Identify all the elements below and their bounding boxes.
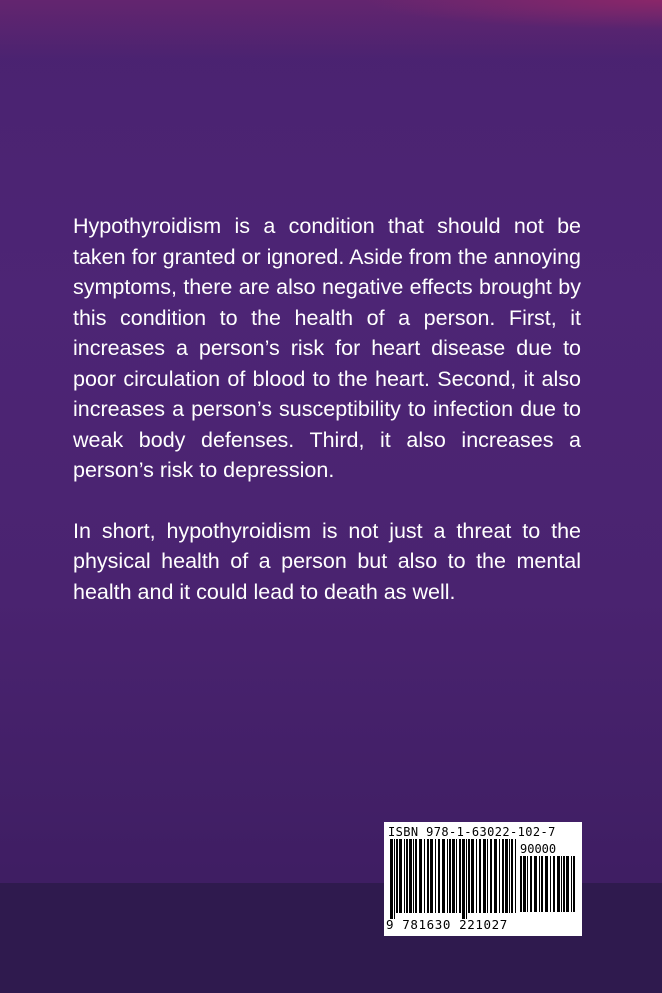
barcode-bar	[442, 839, 445, 913]
barcode-bar	[406, 839, 408, 913]
barcode-bar	[471, 839, 474, 913]
barcode-bar	[404, 839, 405, 913]
barcode-bar	[415, 839, 417, 913]
barcode-bar	[494, 839, 497, 913]
barcode-bar	[435, 839, 436, 913]
barcode-bar	[541, 856, 543, 912]
barcode-bar	[509, 839, 510, 913]
barcode-bar	[456, 839, 457, 913]
barcode-bar	[476, 839, 477, 913]
barcode-bar	[419, 839, 422, 913]
addon-barcode-bars	[520, 856, 576, 918]
barcode-bar	[530, 856, 532, 912]
barcode-bar	[545, 856, 548, 912]
barcode-bar	[452, 839, 455, 913]
barcode-bar	[487, 839, 488, 913]
barcode-bar	[566, 856, 569, 912]
barcode-bar	[557, 856, 560, 912]
barcode-bar	[409, 839, 412, 913]
blurb-paragraph-2: In short, hypothyroidism is not just a threat to the physical health of a person but also to the mental health and it could lead to death as well.	[73, 518, 581, 604]
barcode-bar	[424, 839, 425, 913]
price-code: 90000	[520, 842, 557, 856]
barcode-bar	[483, 839, 486, 913]
barcode-bar	[447, 839, 448, 913]
ean-digits: 9 781630 221027	[386, 917, 508, 932]
barcode-bar	[502, 839, 504, 913]
barcode-bar	[527, 856, 528, 912]
barcode-bar	[390, 839, 393, 919]
top-glow	[0, 0, 662, 60]
barcode-bar	[534, 856, 537, 912]
barcode-bar	[561, 856, 562, 912]
barcode-bar	[462, 839, 465, 919]
barcode-bar	[399, 839, 402, 913]
barcode-bar	[573, 856, 575, 912]
barcode-bar	[563, 856, 565, 912]
ean-barcode-bars	[390, 839, 516, 919]
barcode-bar	[539, 856, 540, 912]
barcode-bar	[430, 839, 433, 913]
isbn-barcode	[384, 822, 582, 936]
barcode-bar	[550, 856, 551, 912]
barcode-bar	[499, 839, 500, 913]
back-cover-blurb	[73, 211, 581, 607]
barcode-bar	[511, 839, 513, 913]
barcode-bar	[396, 839, 398, 913]
barcode-bar	[571, 856, 572, 912]
barcode-bar	[438, 839, 440, 913]
barcode-bar	[520, 856, 522, 912]
barcode-bar	[466, 839, 467, 919]
barcode-bar	[553, 856, 555, 912]
barcode-bar	[505, 839, 508, 913]
barcode-bar	[459, 839, 461, 913]
barcode-bar	[394, 839, 395, 919]
barcode-bar	[427, 839, 429, 913]
blurb-paragraph-1: Hypothyroidism is a condition that should not be taken for granted or ignored. Aside from the annoying symptoms, there are also negative effects brought by this condition to the health of a person. First, it increases a person’s risk for heart disease due to poor circulation of blood to the heart. Second, it also increases a person’s susceptibility to infection due to weak body defenses. Third, it also increases a person’s risk to depression.	[73, 214, 581, 482]
barcode-bar	[490, 839, 492, 913]
barcode-bar	[479, 839, 481, 913]
barcode-bar	[523, 856, 526, 912]
isbn-label: ISBN 978-1-63022-102-7	[388, 825, 556, 839]
barcode-bar	[468, 839, 470, 913]
barcode-bar	[515, 839, 516, 913]
barcode-bar	[413, 839, 414, 913]
barcode-bar	[449, 839, 451, 913]
